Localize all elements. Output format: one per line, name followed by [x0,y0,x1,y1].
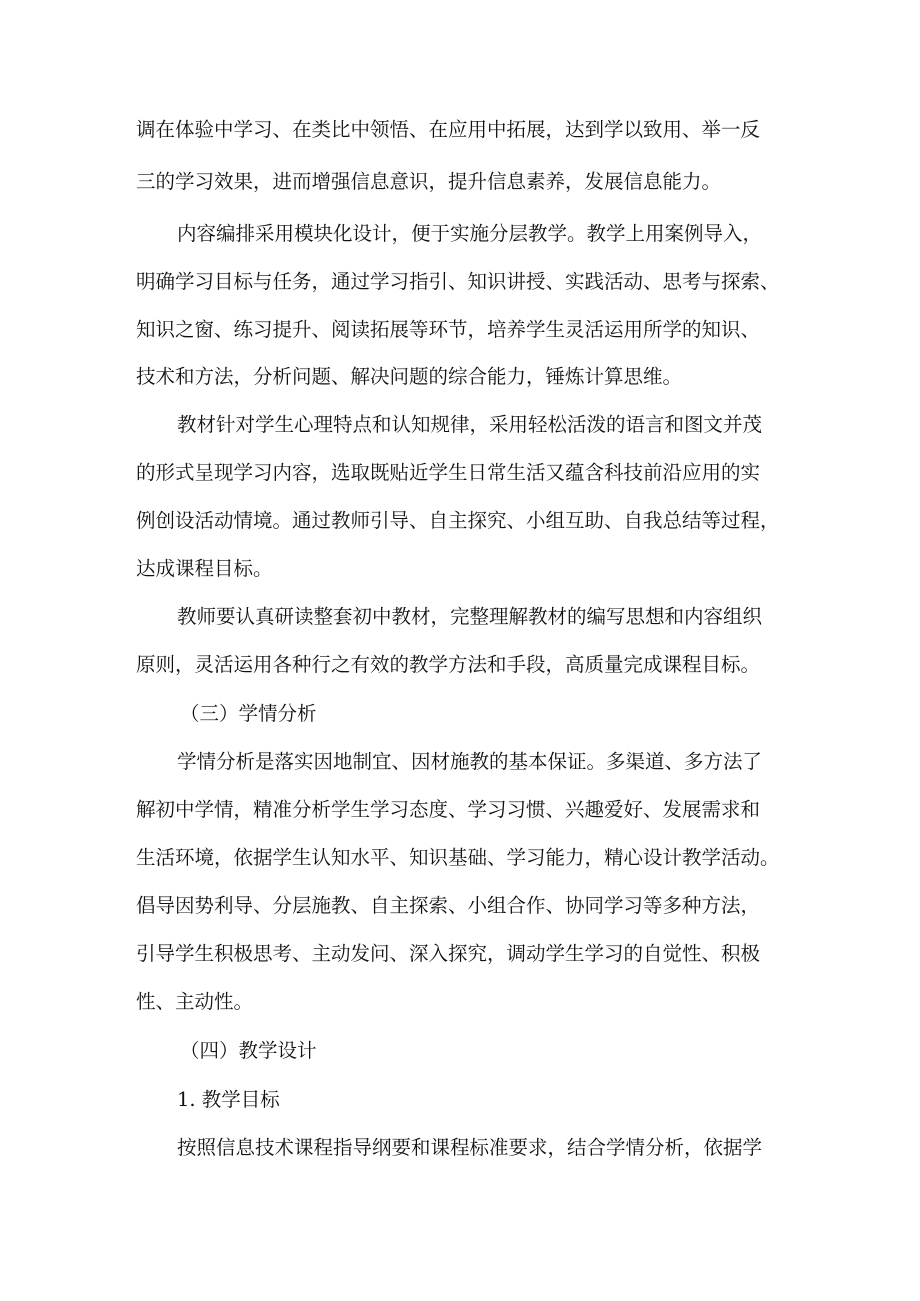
section-heading: （三）学情分析 [180,702,317,725]
text-line: 技术和方法，分析问题、解决问题的综合能力，锤炼计算思维。 [136,365,683,388]
subsection-heading: 1. 教学目标 [177,1088,280,1111]
text-line: 的形式呈现学习内容，选取既贴近学生日常生活又蕴含科技前沿应用的实 [136,461,761,484]
text-line: 倡导因势利导、分层施教、自主探索、小组合作、协同学习等多种方法， [136,894,761,917]
text-line: 三的学习效果，进而增强信息意识，提升信息素养，发展信息能力。 [136,170,722,193]
text-line: 教师要认真研读整套初中教材，完整理解教材的编写思想和内容组织 [177,605,763,628]
text-line: 引导学生积极思考、主动发问、深入探究，调动学生学习的自觉性、积极 [136,942,761,965]
text-line: 学情分析是落实因地制宜、因材施教的基本保证。多渠道、多方法了 [177,750,763,773]
text-line: 例创设活动情境。通过教师引导、自主探究、小组互助、自我总结等过程， [136,509,780,532]
text-line: 性、主动性。 [136,990,254,1013]
text-line: 内容编排采用模块化设计，便于实施分层教学。教学上用案例导入， [177,222,763,245]
text-line: 知识之窗、练习提升、阅读拓展等环节，培养学生灵活运用所学的知识、 [136,318,761,341]
text-line: 原则，灵活运用各种行之有效的教学方法和手段，高质量完成课程目标。 [136,653,761,676]
text-line: 明确学习目标与任务，通过学习指引、知识讲授、实践活动、思考与探索、 [136,270,780,293]
section-heading: （四）教学设计 [180,1039,317,1062]
text-line: 教材针对学生心理特点和认知规律，采用轻松活泼的语言和图文并茂 [177,413,763,436]
text-line: 达成课程目标。 [136,557,273,580]
text-line: 按照信息技术课程指导纲要和课程标准要求，结合学情分析，依据学 [177,1136,763,1159]
text-line: 解初中学情，精准分析学生学习态度、学习习惯、兴趣爱好、发展需求和 [136,798,761,821]
text-line: 生活环境，依据学生认知水平、知识基础、学习能力，精心设计教学活动。 [136,846,780,869]
text-line: 调在体验中学习、在类比中领悟、在应用中拓展，达到学以致用、举一反 [136,118,761,141]
